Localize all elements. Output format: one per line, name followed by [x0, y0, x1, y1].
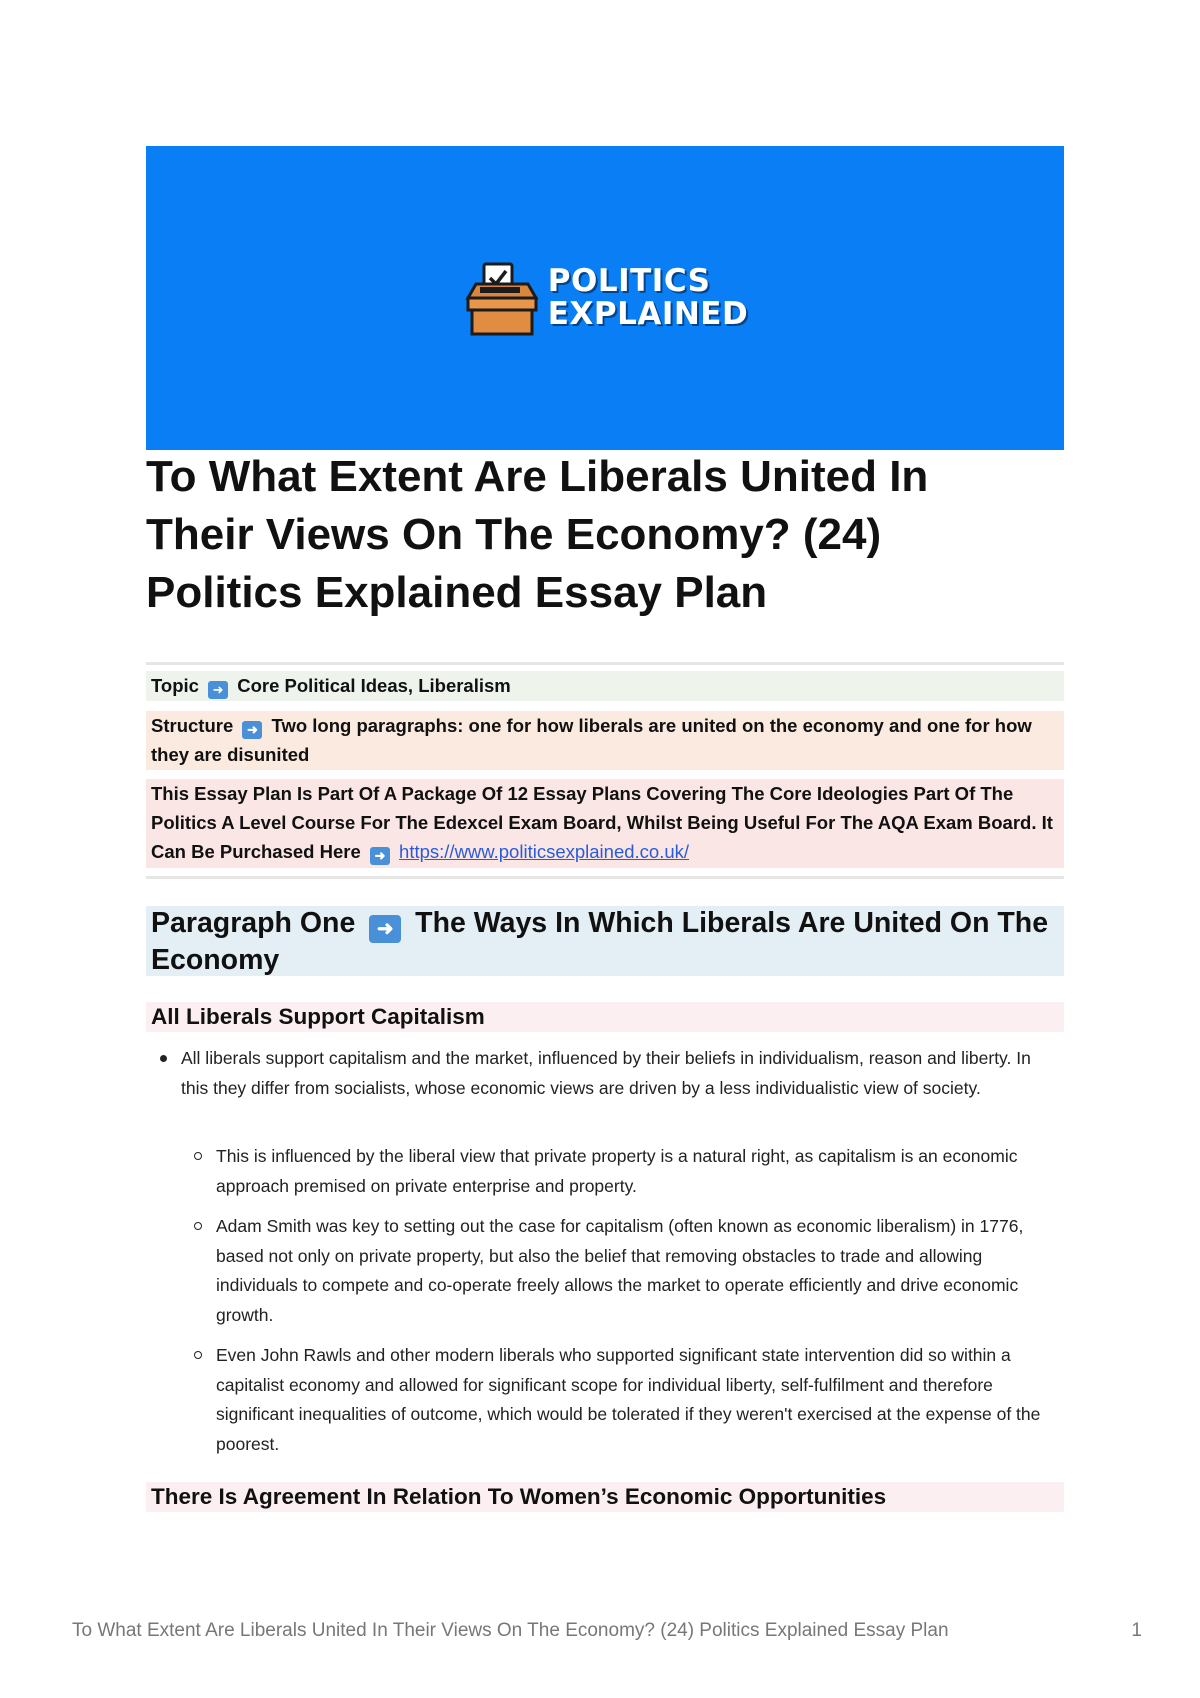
topic-value: Core Political Ideas, Liberalism [237, 675, 511, 696]
logo-text-line2: EXPLAINED [547, 296, 749, 332]
arrow-right-icon: ➜ [242, 721, 262, 739]
paragraph-one-label: Paragraph One [151, 907, 356, 939]
title-line-3: Politics Explained Essay Plan [146, 568, 768, 617]
page-number: 1 [1131, 1620, 1142, 1641]
arrow-right-icon: ➜ [369, 915, 401, 943]
topic-label: Topic [151, 675, 199, 696]
arrow-right-icon: ➜ [370, 847, 390, 865]
arrow-right-icon: ➜ [208, 681, 228, 699]
list-item: All liberals support capitalism and the market, influenced by their beliefs in individualism, reason and liberty. In this they differ from socialists, whose economic views are driven by a less individualistic view of society. [181, 1044, 1061, 1103]
title-line-1: To What Extent Are Liberals United In [146, 452, 929, 501]
paragraph-one-title: The Ways In Which Liberals Are United On The Economy [151, 907, 1049, 976]
logo-text-line1: POLITICS [547, 263, 711, 299]
divider-bottom [146, 876, 1064, 879]
sub-list-item: Adam Smith was key to setting out the case for capitalism (often known as economic liberalism) in 1776, based not only on private property, but also the belief that removing obstacles to trade and allowing individuals to compete and co-operate freely allows the market to operate efficiently and drive economic growth. [216, 1212, 1064, 1330]
package-property [146, 779, 1064, 868]
title-line-2: Their Views On The Economy? (24) [146, 510, 882, 559]
sub-list-item: This is influenced by the liberal view that private property is a natural right, as capitalism is an economic approach premised on private enterprise and property. [216, 1142, 1064, 1201]
divider-top [146, 662, 1064, 665]
structure-property [146, 711, 1064, 770]
ballot-box-icon [462, 258, 542, 338]
header-banner [146, 146, 1064, 450]
page-title [146, 448, 1064, 622]
structure-label: Structure [151, 715, 234, 736]
footer-text: To What Extent Are Liberals United In Their Views On The Economy? (24) Politics Explained Essay Plan [72, 1620, 949, 1641]
structure-value: Two long paragraphs: one for how liberals are united on the economy and one for how they are disunited [151, 715, 1032, 765]
topic-property [146, 671, 1064, 701]
page-footer [72, 1620, 1142, 1642]
sub-list-item: Even John Rawls and other modern liberals who supported significant state intervention did so within a capitalist economy and allowed for significant scope for individual liberty, self-fulfilment and therefore significant inequalities of outcome, which would be tolerated if they weren't exercised at the expense of the poorest. [216, 1341, 1064, 1459]
package-text: This Essay Plan Is Part Of A Package Of 12 Essay Plans Covering The Core Ideologies Part Of The Politics A Level Course For The Edexcel Exam Board, Whilst Being Useful For The AQA Exam Board. It Can Be Purchased Here [151, 783, 1053, 862]
politics-explained-link[interactable]: https://www.politicsexplained.co.uk/ [399, 841, 690, 862]
paragraph-one-heading [146, 906, 1064, 976]
section-heading-women: There Is Agreement In Relation To Women’s Economic Opportunities [146, 1482, 1064, 1512]
politics-explained-logo [462, 258, 748, 338]
section-heading-capitalism: All Liberals Support Capitalism [146, 1002, 1064, 1032]
